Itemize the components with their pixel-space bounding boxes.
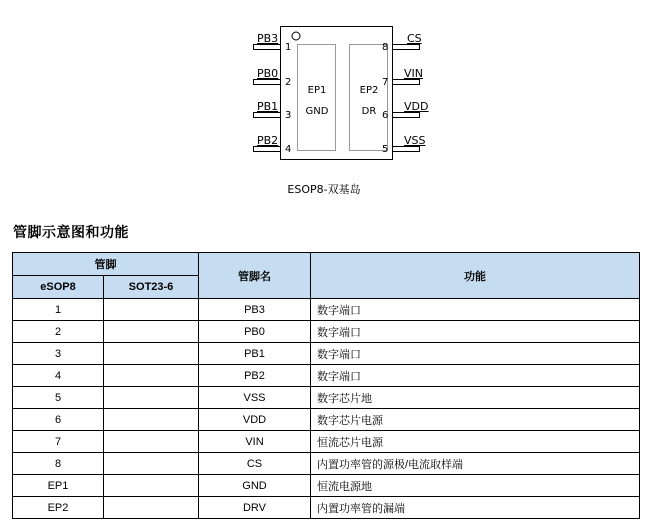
lead-8 (393, 45, 420, 50)
table-row (13, 299, 640, 321)
cell-esop8: 7 (13, 431, 104, 453)
section-title: 管脚示意图和功能 (13, 225, 129, 241)
cell-sot (104, 453, 199, 475)
cell-pin-name: CS (199, 453, 311, 475)
header-sot23-6: SOT23-6 (104, 276, 199, 299)
pin-number-8: 8 (382, 42, 389, 53)
lead-6 (393, 113, 420, 118)
lead-7 (393, 80, 420, 85)
lead-1 (254, 45, 281, 50)
pin-number-1: 1 (285, 42, 292, 53)
table-row (13, 409, 640, 431)
pin-label-2: PB0 (257, 67, 279, 80)
pad1-label-top: EP1 (307, 85, 327, 96)
pin-number-3: 3 (285, 110, 292, 121)
pin1-marker (292, 32, 300, 40)
cell-esop8: 5 (13, 387, 104, 409)
cell-pin-name: VDD (199, 409, 311, 431)
lead-4 (254, 147, 281, 152)
cell-pin-name: DRV (199, 497, 311, 519)
pin-label-8: CS (407, 32, 422, 45)
table-row (13, 431, 640, 453)
cell-function: 数字芯片地 (311, 387, 640, 409)
cell-function: 数字端口 (311, 365, 640, 387)
cell-function: 内置功率管的源极/电流取样端 (311, 453, 640, 475)
cell-sot (104, 321, 199, 343)
table-row (13, 343, 640, 365)
pin-number-4: 4 (285, 144, 292, 155)
cell-pin-name: PB2 (199, 365, 311, 387)
package-diagram (0, 0, 648, 205)
pin-number-7: 7 (382, 77, 389, 88)
cell-esop8: EP2 (13, 497, 104, 519)
table-header-row (13, 253, 640, 276)
cell-esop8: 8 (13, 453, 104, 475)
cell-esop8: 2 (13, 321, 104, 343)
package-caption: ESOP8-双基岛 (287, 183, 361, 196)
pin-label-6: VDD (404, 100, 429, 113)
header-pin-group: 管脚 (13, 253, 199, 276)
cell-function: 数字端口 (311, 343, 640, 365)
pin-label-7: VIN (404, 67, 423, 80)
pad2-label-top: EP2 (359, 85, 379, 96)
cell-pin-name: GND (199, 475, 311, 497)
cell-pin-name: PB3 (199, 299, 311, 321)
pin-label-5: VSS (404, 134, 426, 147)
cell-sot (104, 365, 199, 387)
pin-label-3: PB1 (257, 100, 279, 113)
lead-2 (254, 80, 281, 85)
cell-esop8: EP1 (13, 475, 104, 497)
table-row (13, 475, 640, 497)
pad2-label-bottom: DR (361, 106, 377, 117)
cell-esop8: 4 (13, 365, 104, 387)
cell-pin-name: VSS (199, 387, 311, 409)
header-pin-name: 管脚名 (199, 253, 311, 299)
cell-sot (104, 343, 199, 365)
table-row (13, 453, 640, 475)
table-row (13, 321, 640, 343)
header-esop8: eSOP8 (13, 276, 104, 299)
lead-5 (393, 147, 420, 152)
cell-sot (104, 431, 199, 453)
cell-function: 数字端口 (311, 299, 640, 321)
pin-function-table (12, 252, 640, 519)
cell-function: 恒流芯片电源 (311, 431, 640, 453)
table-row (13, 387, 640, 409)
cell-function: 数字端口 (311, 321, 640, 343)
cell-function: 恒流电源地 (311, 475, 640, 497)
pin-label-1: PB3 (257, 32, 279, 45)
cell-esop8: 6 (13, 409, 104, 431)
table-row (13, 365, 640, 387)
exposed-pad-1 (298, 45, 336, 151)
pin-number-5: 5 (382, 144, 389, 155)
cell-sot (104, 299, 199, 321)
cell-sot (104, 497, 199, 519)
lead-3 (254, 113, 281, 118)
cell-function: 数字芯片电源 (311, 409, 640, 431)
cell-pin-name: VIN (199, 431, 311, 453)
header-function: 功能 (311, 253, 640, 299)
pin-label-4: PB2 (257, 134, 279, 147)
cell-esop8: 1 (13, 299, 104, 321)
pin-number-6: 6 (382, 110, 389, 121)
exposed-pad-2 (350, 45, 388, 151)
cell-pin-name: PB0 (199, 321, 311, 343)
cell-pin-name: PB1 (199, 343, 311, 365)
cell-sot (104, 409, 199, 431)
table-row (13, 497, 640, 519)
pad1-label-bottom: GND (305, 106, 329, 117)
cell-sot (104, 475, 199, 497)
package-outline (0, 0, 648, 205)
pin-number-2: 2 (285, 77, 292, 88)
cell-esop8: 3 (13, 343, 104, 365)
cell-sot (104, 387, 199, 409)
cell-function: 内置功率管的漏端 (311, 497, 640, 519)
